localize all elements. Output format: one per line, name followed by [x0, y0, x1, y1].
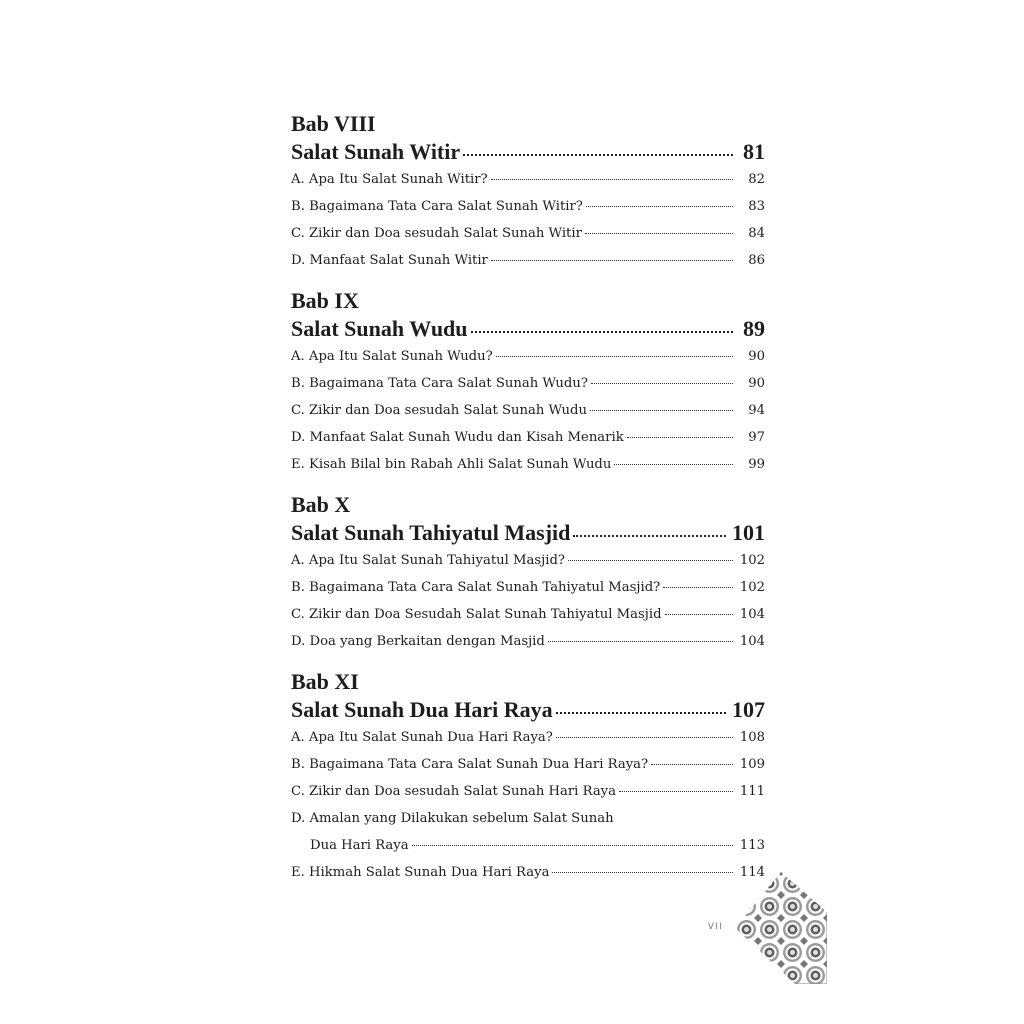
dot-leader — [412, 845, 733, 846]
dot-leader — [496, 356, 733, 357]
entry-title: Bagaimana Tata Cara Salat Sunah Tahiyatul Masjid? — [309, 580, 661, 595]
toc-entry[interactable] — [291, 547, 765, 574]
dot-leader — [590, 410, 733, 411]
entry-title: Bagaimana Tata Cara Salat Sunah Dua Hari Raya? — [309, 757, 649, 772]
entry-title: Zikir dan Doa sesudah Salat Sunah Hari Raya — [309, 784, 616, 799]
dot-leader — [663, 587, 733, 588]
chapter-section — [291, 110, 765, 274]
chapter-number: Bab IX — [291, 288, 359, 313]
chapter-title: Salat Sunah Tahiyatul Masjid — [291, 520, 571, 545]
entry-letter: A. — [291, 553, 305, 568]
entry-title: Amalan yang Dilakukan sebelum Salat Sunah — [309, 811, 614, 826]
entry-page-number: 111 — [739, 784, 765, 799]
entry-title: Manfaat Salat Sunah Witir — [309, 253, 488, 268]
entry-letter: C. — [291, 607, 305, 622]
toc-entry[interactable] — [291, 397, 765, 424]
dot-leader — [614, 464, 733, 465]
entry-title: Doa yang Berkaitan dengan Masjid — [309, 634, 545, 649]
entry-title-continued: Dua Hari Raya — [310, 838, 409, 853]
chapter-page-number: 101 — [732, 520, 765, 545]
toc-entry[interactable] — [291, 193, 765, 220]
toc-entry[interactable] — [291, 424, 765, 451]
dot-leader — [556, 712, 726, 714]
chapter-title: Salat Sunah Wudu — [291, 316, 468, 341]
chapter-section — [291, 668, 765, 886]
entry-page-number: 94 — [748, 403, 765, 418]
dot-leader — [463, 154, 733, 156]
entry-title: Manfaat Salat Sunah Wudu dan Kisah Menarik — [309, 430, 624, 445]
toc-entry[interactable] — [291, 574, 765, 601]
chapter-section — [291, 491, 765, 655]
entry-letter: B. — [291, 757, 305, 772]
entry-page-number: 84 — [748, 226, 765, 241]
dot-leader — [619, 791, 733, 792]
toc-entry[interactable] — [291, 805, 765, 832]
entry-letter: B. — [291, 376, 305, 391]
entry-letter: D. — [291, 634, 306, 649]
entry-letter: B. — [291, 199, 305, 214]
entry-letter: E. — [291, 865, 305, 880]
entry-title: Zikir dan Doa Sesudah Salat Sunah Tahiyatul Masjid — [309, 607, 662, 622]
entry-title: Kisah Bilal bin Rabah Ahli Salat Sunah Wudu — [309, 457, 612, 472]
entry-letter: E. — [291, 457, 305, 472]
entry-page-number: 104 — [739, 634, 765, 649]
entry-letter: C. — [291, 226, 305, 241]
entry-page-number: 90 — [748, 349, 765, 364]
entry-title: Apa Itu Salat Sunah Dua Hari Raya? — [308, 730, 553, 745]
toc-entry[interactable] — [291, 247, 765, 274]
entry-title: Bagaimana Tata Cara Salat Sunah Wudu? — [309, 376, 588, 391]
toc-entry[interactable] — [291, 370, 765, 397]
toc-entry[interactable] — [291, 166, 765, 193]
chapter-section — [291, 287, 765, 478]
page-number: VII — [708, 922, 724, 932]
dot-leader — [568, 560, 733, 561]
entry-letter: C. — [291, 784, 305, 799]
chapter-page-number: 107 — [732, 697, 765, 722]
dot-leader — [665, 614, 733, 615]
entry-title: Apa Itu Salat Sunah Tahiyatul Masjid? — [308, 553, 565, 568]
entry-letter: B. — [291, 580, 305, 595]
toc-entry[interactable] — [291, 601, 765, 628]
entry-title: Zikir dan Doa sesudah Salat Sunah Witir — [309, 226, 582, 241]
toc-entry[interactable] — [291, 343, 765, 370]
entry-page-number: 86 — [748, 253, 765, 268]
toc-entry[interactable] — [291, 751, 765, 778]
dot-leader — [471, 331, 733, 333]
dot-leader — [552, 872, 733, 873]
entry-letter: A. — [291, 172, 305, 187]
entry-title: Hikmah Salat Sunah Dua Hari Raya — [309, 865, 550, 880]
entry-page-number: 97 — [748, 430, 765, 445]
toc-entry[interactable] — [291, 220, 765, 247]
entry-page-number: 108 — [739, 730, 765, 745]
chapter-title: Salat Sunah Dua Hari Raya — [291, 697, 553, 722]
chapter-number: Bab X — [291, 492, 351, 517]
entry-letter: D. — [291, 253, 306, 268]
entry-letter: D. — [291, 430, 306, 445]
toc-entry[interactable] — [291, 778, 765, 805]
toc-entry[interactable] — [291, 628, 765, 655]
entry-page-number: 83 — [748, 199, 765, 214]
chapter-title-row[interactable] — [291, 138, 765, 166]
chapter-title-row[interactable] — [291, 696, 765, 724]
toc-entry[interactable] — [291, 724, 765, 751]
entry-page-number: 109 — [739, 757, 765, 772]
entry-title: Apa Itu Salat Sunah Witir? — [308, 172, 488, 187]
dot-leader — [591, 383, 733, 384]
entry-page-number: 82 — [748, 172, 765, 187]
entry-page-number: 102 — [739, 580, 765, 595]
entry-title: Zikir dan Doa sesudah Salat Sunah Wudu — [309, 403, 587, 418]
dot-leader — [491, 260, 733, 261]
entry-title: Bagaimana Tata Cara Salat Sunah Witir? — [309, 199, 583, 214]
entry-title: Apa Itu Salat Sunah Wudu? — [308, 349, 493, 364]
toc-entry[interactable] — [291, 859, 765, 886]
chapter-title: Salat Sunah Witir — [291, 139, 461, 164]
entry-letter: C. — [291, 403, 305, 418]
chapter-title-row[interactable] — [291, 519, 765, 547]
entry-page-number: 99 — [748, 457, 765, 472]
entry-letter: D. — [291, 811, 306, 826]
dot-leader — [627, 437, 733, 438]
toc-entry[interactable] — [291, 451, 765, 478]
geometric-tile-ornament-icon — [735, 872, 827, 984]
dot-leader — [491, 179, 733, 180]
dot-leader — [573, 535, 726, 537]
dot-leader — [548, 641, 733, 642]
chapter-number: Bab XI — [291, 669, 359, 694]
table-of-contents — [291, 110, 765, 899]
entry-page-number: 113 — [739, 838, 765, 853]
entry-letter: A. — [291, 349, 305, 364]
chapter-title-row[interactable] — [291, 315, 765, 343]
chapter-page-number: 89 — [743, 316, 765, 341]
chapter-number: Bab VIII — [291, 111, 376, 136]
dot-leader — [586, 206, 733, 207]
entry-page-number: 114 — [739, 865, 765, 880]
dot-leader — [556, 737, 733, 738]
entry-page-number: 102 — [739, 553, 765, 568]
chapter-page-number: 81 — [743, 139, 765, 164]
entry-page-number: 104 — [739, 607, 765, 622]
entry-page-number: 90 — [748, 376, 765, 391]
dot-leader — [651, 764, 733, 765]
toc-entry-continuation[interactable] — [291, 832, 765, 859]
dot-leader — [585, 233, 733, 234]
entry-letter: A. — [291, 730, 305, 745]
